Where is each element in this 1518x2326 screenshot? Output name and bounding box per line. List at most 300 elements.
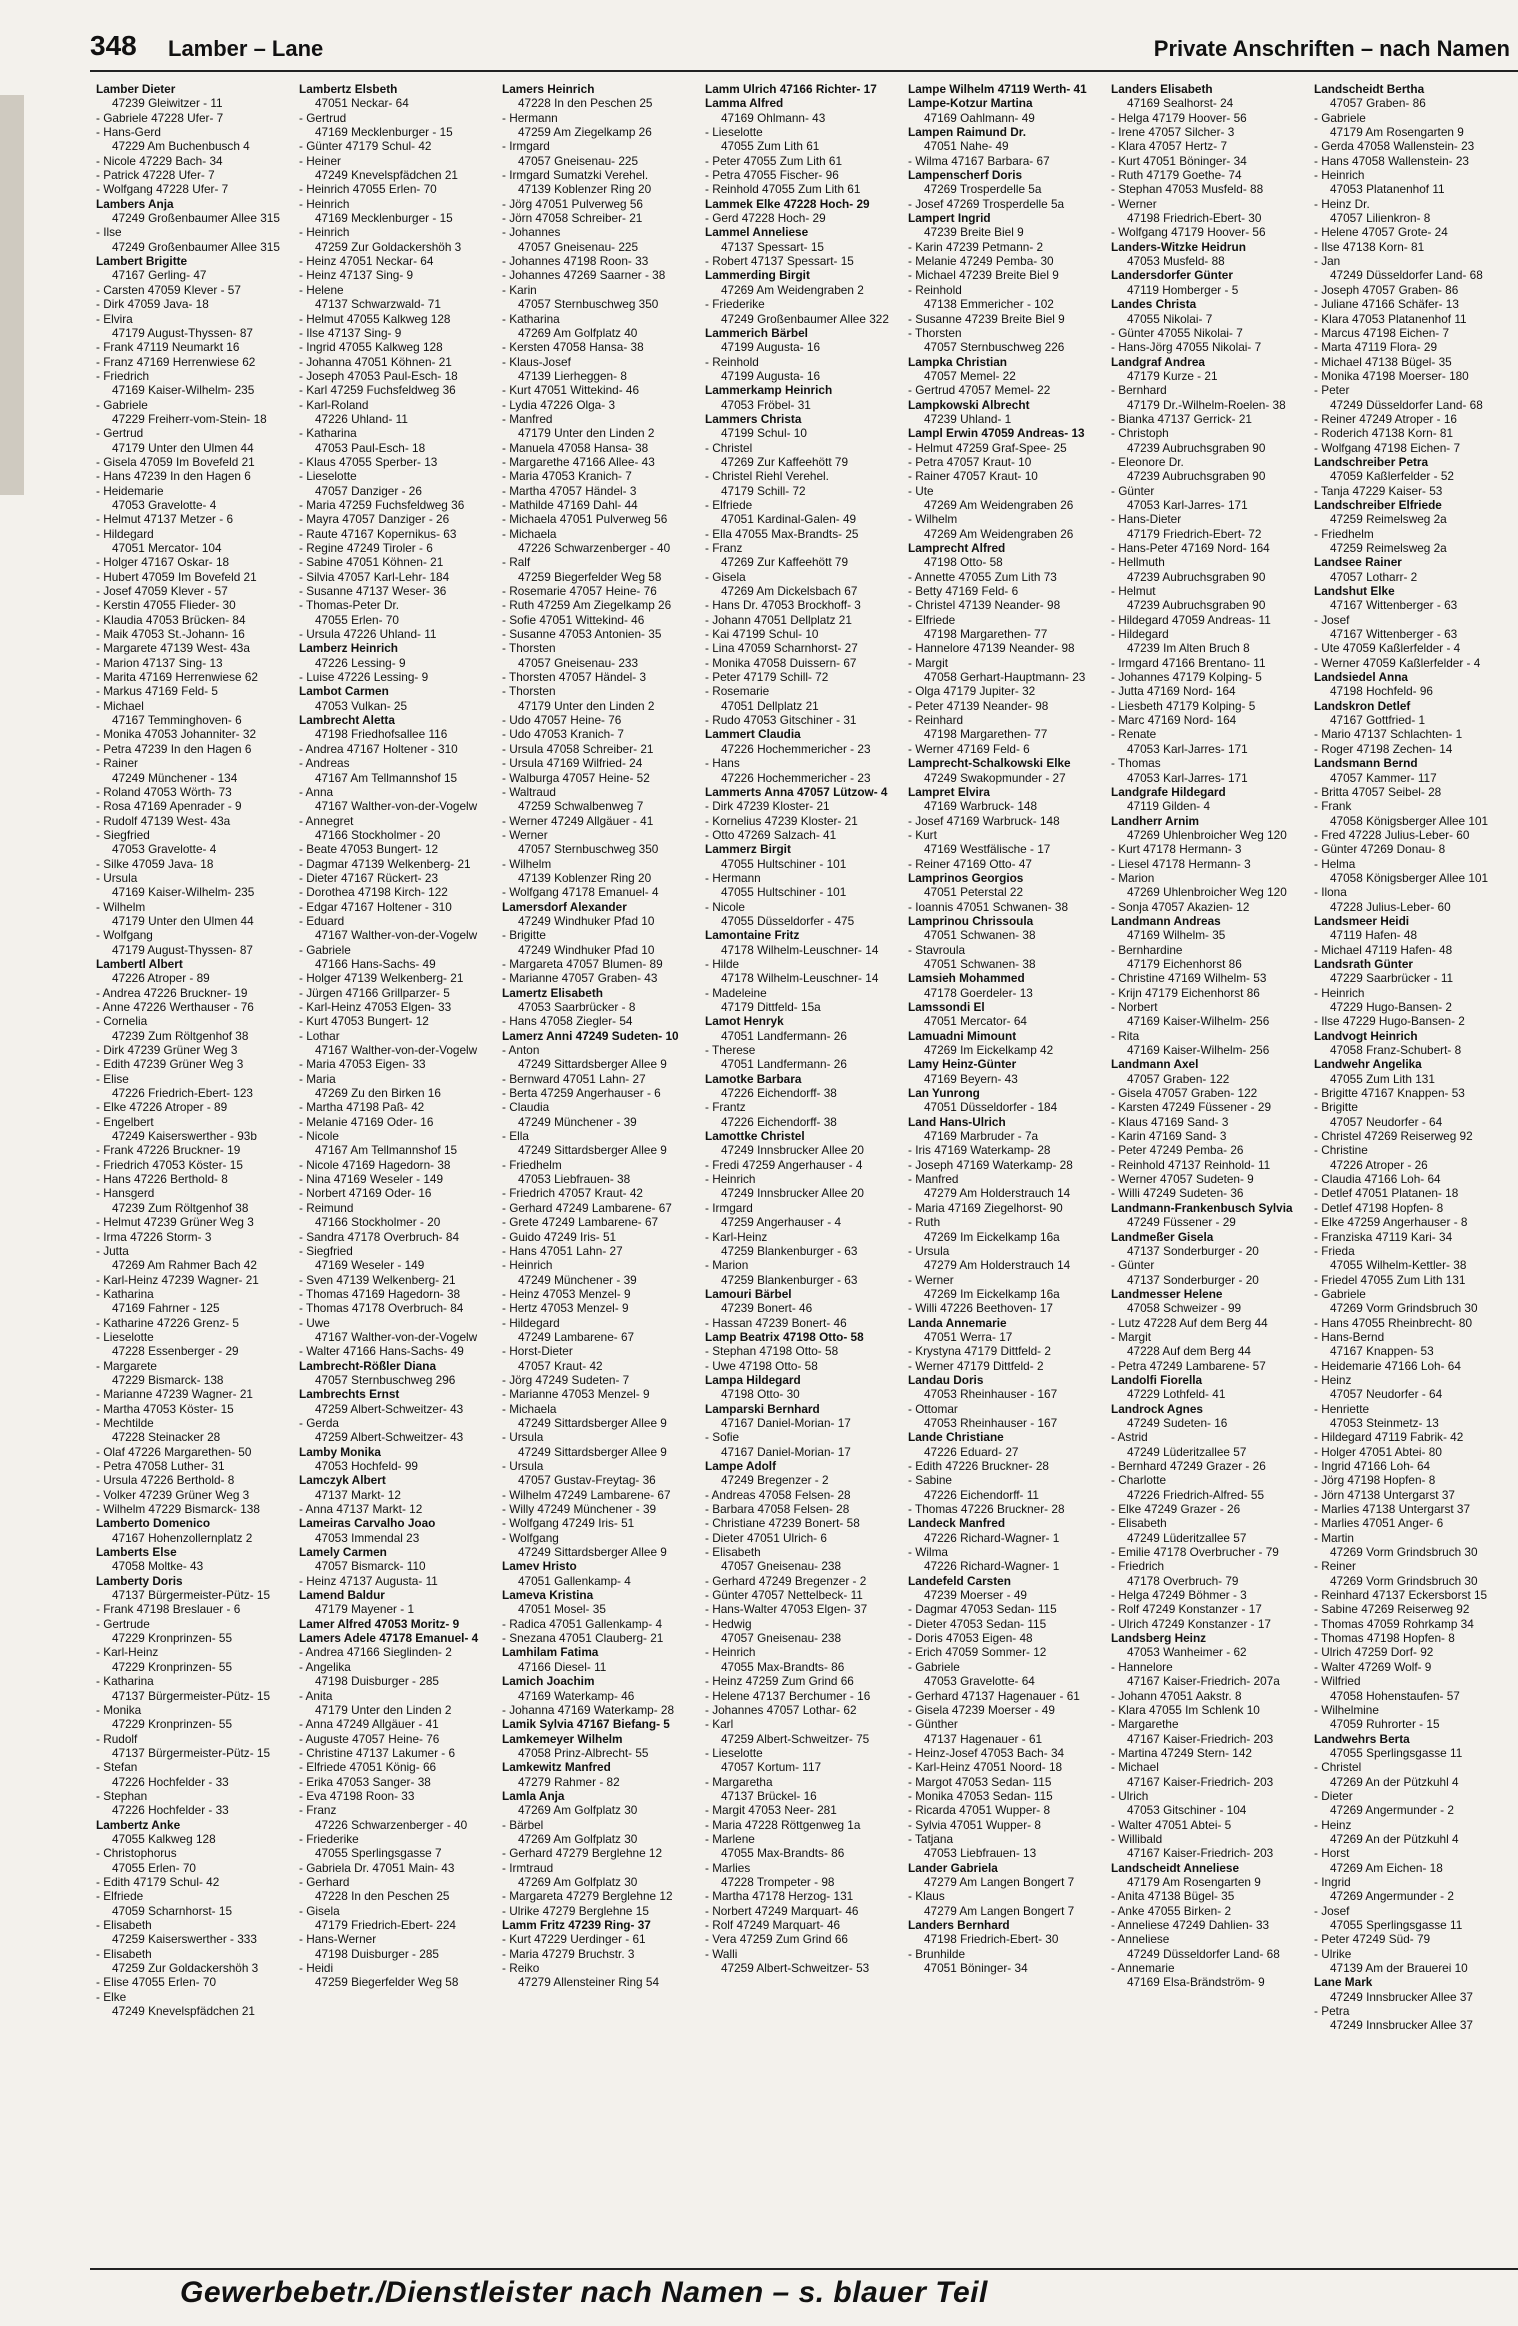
listing-member-entry: - Jörg 47249 Sudeten- 7 [502,1372,630,1387]
listing-member-entry: - Gerhard 47249 Bregenzer - 2 [705,1573,867,1588]
listing-member-entry: - Edith 47239 Grüner Weg 3 [96,1057,244,1072]
listing-member-entry: - Hildegard [96,526,154,541]
listing-surname-entry: Lammerkamp Heinrich [705,383,833,398]
listing-address-line: 47269 Am Rahmer Bach 42 [112,1258,257,1273]
listing-member-entry: - Iris 47169 Waterkamp- 28 [908,1143,1051,1158]
listing-surname-entry: Lamottke Christel [705,1129,805,1144]
listing-member-entry: - Henriette [1314,1401,1370,1416]
listing-address-line: 47055 Sperlingsgasse 11 [1330,1745,1463,1760]
listing-surname-entry: Landolfi Fiorella [1111,1372,1203,1387]
listing-address-line: 47249 Münchener - 39 [518,1272,637,1287]
listing-address-line: 47249 Innsbrucker Allee 20 [721,1186,864,1201]
listing-member-entry: - Maria 47053 Eigen- 33 [299,1057,426,1072]
listing-member-entry: - Michaela 47051 Pulverweg 56 [502,512,668,527]
listing-address-line: 47055 Erlen- 70 [112,1860,196,1875]
listing-address-line: 47139 Am der Brauerei 10 [1330,1961,1468,1976]
listing-address-line: 47178 Goerdeler- 13 [924,985,1033,1000]
listing-surname-entry: Landersdorfer Günter [1111,268,1233,283]
listing-member-entry: - Helga 47179 Hoover- 56 [1111,110,1247,125]
listing-surname-entry: Lamers Heinrich [502,82,595,96]
listing-address-line: 47249 Düsseldorfer Land- 68 [1127,1946,1280,1961]
listing-member-entry: - Eleonore Dr. [1111,454,1184,469]
listing-member-entry: - Horst [1314,1846,1350,1861]
listing-surname-entry: Lamerz Anni 47249 Sudeten- 10 [502,1028,679,1043]
listing-member-entry: - Stephan [96,1788,148,1803]
listing-member-entry: - Anna 47249 Allgäuer - 41 [299,1717,439,1732]
footer-rule [90,2268,1518,2270]
listing-surname-entry: Landefeld Carsten [908,1573,1011,1588]
listing-member-entry: - Hans Dr. 47053 Brockhoff- 3 [705,598,861,613]
listing-member-entry: - Mechtilde [96,1415,154,1430]
listing-member-entry: - Uwe 47198 Otto- 58 [705,1358,818,1373]
listing-surname-entry: Landeck Manfred [908,1516,1006,1531]
listing-address-line: 47055 Sperlingsgasse 7 [315,1846,442,1861]
listing-member-entry: - Ruth 47259 Am Ziegelkamp 26 [502,598,672,613]
listing-member-entry: - Peter 47179 Schill- 72 [705,670,829,685]
listing-address-line: 47249 Münchener - 39 [518,1114,637,1129]
listing-member-entry: - Marta 47119 Flora- 29 [1314,340,1438,355]
listing-member-entry: - Waltraud [502,784,556,799]
listing-address-line: 47179 Friedrich-Ebert- 224 [315,1918,456,1932]
listing-surname-entry: Landa Annemarie [908,1315,1007,1330]
listing-member-entry: - Hannelore [1111,1659,1173,1674]
listing-address-line: 47199 Schul- 10 [721,426,807,441]
listing-member-entry: - Monika 47198 Moerser- 180 [1314,368,1469,383]
listing-member-entry: - Christiane 47239 Bonert- 58 [705,1516,860,1531]
listing-member-entry: - Marianne 47053 Menzel- 9 [502,1387,650,1402]
listing-member-entry: - Norbert 47169 Oder- 16 [299,1186,432,1201]
listing-surname-entry: Landgrafe Hildegard [1111,784,1226,799]
listing-member-entry: - Marion 47137 Sing- 13 [96,655,223,670]
listing-member-entry: - Hans 47055 Rheinbrecht- 80 [1314,1315,1473,1330]
page-header [90,30,1518,70]
listing-address-line: 47226 Schwarzenberger - 40 [518,541,671,555]
listing-member-entry: - Friedel 47055 Zum Lith 131 [1314,1272,1466,1287]
listing-address-line: 47269 Angermunder - 2 [1330,1803,1454,1818]
listing-member-entry: - Heinz 47259 Zum Grind 66 [705,1674,854,1689]
listing-address-line: 47226 Hochfelder - 33 [112,1774,229,1789]
listing-address-line: 47228 Essenberger - 29 [112,1344,239,1359]
listing-address-line: 47179 Dittfeld- 15a [721,1000,821,1014]
listing-address-line: 47053 Rheinhauser - 167 [924,1387,1058,1402]
listing-member-entry: - Otto 47269 Salzach- 41 [705,827,837,842]
listing-member-entry: - Reiner 47249 Atroper - 16 [1314,411,1457,426]
directory-column [908,82,1111,2262]
listing-address-line: 47051 Gallenkamp- 4 [518,1573,631,1588]
listing-member-entry: - Hans 47226 Berthold- 8 [96,1172,228,1187]
listing-surname-entry: Lampen Raimund Dr. [908,125,1026,140]
listing-member-entry: - Irmtraud [502,1860,554,1875]
listing-address-line: 47055 Wilhelm-Kettler- 38 [1330,1258,1467,1273]
listing-member-entry: - Hildegard [1111,627,1169,642]
listing-member-entry: - Annemarie [1111,1961,1175,1976]
listing-surname-entry: Lammel Anneliese [705,225,809,240]
listing-member-entry: - Marc 47169 Nord- 164 [1111,713,1237,728]
listing-member-entry: - Gerda 47058 Wallenstein- 23 [1314,139,1475,154]
listing-address-line: 47057 Sternbuschweg 350 [518,297,659,312]
listing-address-line: 47137 Bürgermeister-Pütz- 15 [112,1688,271,1703]
listing-surname-entry: Lammerich Bärbel [705,325,808,340]
listing-member-entry: - Martha 47198 Paß- 42 [299,1100,425,1115]
listing-address-line: 47239 Zum Röltgenhof 38 [112,1200,249,1215]
listing-member-entry: - Friederike [299,1831,359,1846]
listing-address-line: 47228 Julius-Leber- 60 [1330,899,1451,914]
listing-surname-entry: Lampkowski Albrecht [908,397,1030,412]
listing-address-line: 47226 Hochfelder - 33 [112,1803,229,1818]
listing-member-entry: - Wilhelmine [1314,1702,1379,1717]
listing-address-line: 47053 Rheinhauser - 167 [924,1415,1058,1430]
listing-member-entry: - Ursula [908,1243,950,1258]
listing-surname-entry: Lammerding Birgit [705,268,810,283]
listing-address-line: 47053 Gitschiner - 104 [1127,1803,1247,1818]
listing-member-entry: - Petra [1314,2004,1350,2019]
listing-address-line: 47249 Windhuker Pfad 10 [518,913,655,928]
listing-member-entry: - Anke 47055 Birken- 2 [1111,1903,1232,1918]
listing-member-entry: - Irma 47226 Storm- 3 [96,1229,212,1244]
listing-member-entry: - Karl 47259 Fuchsfeldweg 36 [299,383,456,398]
listing-member-entry: - Erika 47053 Sanger- 38 [299,1774,431,1789]
listing-address-line: 47169 Elsa-Brändström- 9 [1127,1975,1265,1990]
listing-member-entry: - Thomas-Peter Dr. [299,598,400,613]
listing-address-line: 47226 Eduard- 27 [924,1444,1019,1459]
listing-address-line: 47169 Waterkamp- 46 [518,1688,635,1703]
listing-member-entry: - Luise 47226 Lessing- 9 [299,670,429,685]
listing-address-line: 47167 Walther-von-der-Vogelw [315,1329,478,1344]
listing-member-entry: - Gertrude [96,1616,150,1631]
listing-member-entry: - Kurt 47178 Hermann- 3 [1111,842,1242,857]
listing-member-entry: - Gabriele [1314,1286,1366,1301]
listing-member-entry: - Edith 47179 Schul- 42 [96,1874,220,1889]
listing-member-entry: - Ursula 47169 Wilfried- 24 [502,756,643,771]
listing-member-entry: - Marianne 47239 Wagner- 21 [96,1387,253,1402]
listing-member-entry: - Wilhelm 47249 Lambarene- 67 [502,1487,671,1502]
listing-member-entry: - Nicole 47229 Bach- 34 [96,153,223,168]
listing-member-entry: - Katharina [96,1286,154,1301]
listing-member-entry: - Werner [908,1272,954,1287]
listing-member-entry: - Jörg 47198 Hopfen- 8 [1314,1473,1436,1488]
listing-address-line: 47229 Am Buchenbusch 4 [112,139,250,154]
listing-address-line: 47269 An der Pützkuhl 4 [1330,1831,1459,1846]
listing-address-line: 47051 Dellplatz 21 [721,698,819,713]
listing-member-entry: - Silke 47059 Java- 18 [96,856,214,871]
listing-member-entry: - Thomas 47178 Overbruch- 84 [299,1301,464,1316]
listing-member-entry: - Hans-Werner [299,1932,377,1947]
listing-surname-entry: Lampe-Kotzur Martina [908,96,1033,111]
listing-member-entry: - Bianka 47137 Gerrick- 21 [1111,411,1252,426]
listing-member-entry: - Monika [96,1702,142,1717]
listing-member-entry: - Maria 47279 Bruchstr. 3 [502,1946,635,1961]
listing-member-entry: - Peter 47249 Pemba- 26 [1111,1143,1244,1158]
listing-member-entry: - Dorothea 47198 Kirch- 122 [299,885,448,900]
listing-member-entry: - Ulrike [1314,1946,1352,1961]
listing-member-entry: - Volker 47239 Grüner Weg 3 [96,1487,250,1502]
listing-member-entry: - Johann 47051 Aakstr. 8 [1111,1688,1242,1703]
listing-member-entry: - Doris 47053 Eigen- 48 [908,1631,1033,1646]
listing-member-entry: - Elfriede [705,497,753,512]
listing-address-line: 47169 Mecklenburger - 15 [315,125,453,140]
listing-surname-entry: Lampa Hildegard [705,1372,801,1387]
listing-address-line: 47051 Werra- 17 [924,1329,1013,1344]
listing-member-entry: - Beate 47053 Bungert- 12 [299,842,439,857]
listing-member-entry: - Ursula [502,1430,544,1445]
listing-address-line: 47178 Wilhelm-Leuschner- 14 [721,971,879,986]
listing-member-entry: - Marlies 47051 Anger- 6 [1314,1516,1444,1531]
listing-surname-entry: Landvogt Heinrich [1314,1028,1418,1043]
listing-address-line: 47058 Franz-Schubert- 8 [1330,1043,1462,1058]
listing-surname-entry: Lammek Elke 47228 Hoch- 29 [705,196,870,211]
listing-address-line: 47269 Am Dickelsbach 67 [721,584,858,599]
listing-address-line: 47249 Bregenzer - 2 [721,1473,829,1488]
listing-address-line: 47057 Kraut- 42 [518,1358,603,1373]
listing-address-line: 47259 Biegerfelder Weg 58 [315,1975,459,1990]
listing-address-line: 47229 Kronprinzen- 55 [112,1631,233,1646]
listing-member-entry: - Jörg 47051 Pulverweg 56 [502,196,643,211]
listing-member-entry: - Thomas 47226 Bruckner- 28 [908,1502,1065,1517]
listing-address-line: 47051 Mercator- 104 [112,541,222,555]
listing-member-entry: - Wolfgang 47228 Ufer- 7 [96,182,229,197]
listing-address-line: 47249 Großenbaumer Allee 322 [721,311,889,326]
listing-surname-entry: Lampret Elvira [908,784,990,799]
listing-address-line: 47269 Zur Kaffeehött 79 [721,555,849,570]
listing-member-entry: - Josef 47059 Klever - 57 [96,584,228,599]
listing-member-entry: - Karin [502,282,537,297]
listing-member-entry: - Sonja 47057 Akazien- 12 [1111,899,1250,914]
listing-member-entry: - Peter 47249 Süd- 79 [1314,1932,1431,1947]
listing-surname-entry: Lamontaine Fritz [705,928,800,943]
listing-address-line: 47228 In den Peschen 25 [518,96,653,111]
listing-surname-entry: Lambers Anja [96,196,174,211]
listing-address-line: 47179 Schill- 72 [721,483,806,498]
listing-member-entry: - Heidemarie [96,483,164,498]
listing-member-entry: - Bernhard 47249 Grazer - 26 [1111,1459,1266,1473]
listing-member-entry: - Christel Riehl Verehel. [705,469,829,484]
listing-member-entry: - Christophorus [96,1846,177,1861]
listing-member-entry: - Willi 47249 Sudeten- 36 [1111,1186,1244,1201]
listing-member-entry: - Kurt 47053 Bungert- 12 [299,1014,429,1029]
listing-member-entry: - Rainer [96,756,138,771]
listing-member-entry: - Petra 47239 In den Hagen 6 [96,741,252,756]
listing-address-line: 47169 Sealhorst- 24 [1127,96,1234,111]
listing-surname-entry: Lamend Baldur [299,1588,385,1603]
listing-member-entry: - Anna 47137 Markt- 12 [299,1502,423,1517]
listing-address-line: 47051 Düsseldorfer - 184 [924,1100,1058,1115]
listing-address-line: 47167 Daniel-Morian- 17 [721,1444,851,1459]
listing-member-entry: - Wilhelm [502,856,552,871]
listing-surname-entry: Lampenscherf Doris [908,168,1023,183]
listing-member-entry: - Maria 47228 Röttgenweg 1a [705,1817,861,1832]
listing-member-entry: - Rudolf 47139 West- 43a [96,813,231,828]
listing-address-line: 47167 Knappen- 53 [1330,1344,1434,1359]
listing-member-entry: - Johann 47051 Dellplatz 21 [705,612,852,627]
listing-surname-entry: Lamotke Barbara [705,1071,802,1086]
listing-address-line: 47051 Mercator- 64 [924,1014,1027,1029]
listing-member-entry: - Gisela [705,569,746,584]
listing-member-entry: - Krijn 47179 Eichenhorst 86 [1111,985,1260,1000]
listing-address-line: 47058 Königsberger Allee 101 [1330,870,1489,885]
listing-member-entry: - Rudo 47053 Gitschiner - 31 [705,713,857,728]
listing-member-entry: - Klaus [908,1889,945,1904]
listing-surname-entry: Landsee Rainer [1314,555,1402,570]
listing-address-line: 47249 Sudeten- 16 [1127,1415,1228,1430]
listing-member-entry: - Klaudia 47053 Brücken- 84 [96,612,246,627]
listing-member-entry: - Erich 47059 Sommer- 12 [908,1645,1047,1660]
listing-member-entry: - Walter 47269 Wolf- 9 [1314,1659,1432,1674]
listing-member-entry: - Gabriele [908,1659,960,1674]
listing-member-entry: - Hellmuth [1111,555,1165,570]
listing-member-entry: - Joseph 47169 Waterkamp- 28 [908,1157,1073,1172]
listing-address-line: 47058 Schweizer - 99 [1127,1301,1242,1316]
listing-member-entry: - Holger 47167 Oskar- 18 [96,555,230,570]
listing-member-entry: - Anne 47226 Werthauser - 76 [96,1000,254,1014]
listing-member-entry: - Ulrich [1111,1788,1149,1803]
listing-member-entry: - Jürgen 47166 Grillparzer- 5 [299,985,450,1000]
listing-address-line: 47259 Zur Goldackershöh 3 [315,239,462,254]
listing-member-entry: - Karl-Heinz 47239 Wagner- 21 [96,1272,259,1287]
listing-surname-entry: Lamma Alfred [705,96,784,111]
listing-address-line: 47259 Albert-Schweitzer- 43 [315,1430,464,1445]
listing-member-entry: - Hildegard [502,1315,560,1330]
listing-member-entry: - Manfred [908,1172,959,1187]
listing-member-entry: - Gisela [299,1903,340,1918]
listing-member-entry: - Heinz [1314,1372,1352,1387]
listing-member-entry: - Kornelius 47239 Kloster- 21 [705,813,858,828]
listing-member-entry: - Susanne 47053 Antonien- 35 [502,627,662,642]
listing-surname-entry: Lamczyk Albert [299,1473,386,1488]
listing-member-entry: - Klara 47055 Im Schlenk 10 [1111,1702,1260,1717]
listing-address-line: 47053 Immendal 23 [315,1530,420,1545]
listing-member-entry: - Sofie 47051 Wittekind- 46 [502,612,645,627]
listing-member-entry: - Markus 47169 Feld- 5 [96,684,218,699]
listing-member-entry: - Walter 47166 Hans-Sachs- 49 [299,1344,464,1359]
listing-member-entry: - Gisela 47239 Moerser - 49 [908,1702,1055,1717]
listing-surname-entry: Lamely Carmen [299,1545,387,1560]
listing-member-entry: - Thorsten 47057 Händel- 3 [502,670,647,685]
listing-address-line: 47269 Am Weidengraben 26 [924,526,1074,541]
listing-member-entry: - Gabriele [299,942,351,957]
listing-surname-entry: Lammert Claudia [705,727,801,742]
listing-address-line: 47053 Wanheimer - 62 [1127,1645,1247,1660]
listing-surname-entry: Lambertz Elsbeth [299,82,398,96]
listing-surname-entry: Lamik Sylvia 47167 Biefang- 5 [502,1717,670,1732]
listing-member-entry: - Ingrid 47055 Kalkweg 128 [299,340,443,355]
listing-member-entry: - Thomas [1111,756,1161,771]
listing-member-entry: - Wilhelm [96,899,146,914]
listing-member-entry: - Hassan 47239 Bonert- 46 [705,1315,847,1330]
listing-member-entry: - Werner 47179 Dittfeld- 2 [908,1358,1044,1373]
listing-member-entry: - Hildegard 47119 Fabrik- 42 [1314,1430,1464,1445]
listing-address-line: 47249 Sittardsberger Allee 9 [518,1057,667,1072]
listing-member-entry: - Maria 47169 Ziegelhorst- 90 [908,1200,1063,1215]
listing-address-line: 47057 Lilienkron- 8 [1330,211,1431,226]
listing-member-entry: - Ursula 47226 Berthold- 8 [96,1473,235,1488]
listing-member-entry: - Stavroula [908,942,966,957]
listing-member-entry: - Christine 47137 Lakumer - 6 [299,1745,456,1760]
listing-address-line: 47226 Richard-Wagner- 1 [924,1559,1060,1574]
listing-address-line: 47259 Reimelsweg 2a [1330,512,1447,527]
listing-member-entry: - Ilona [1314,885,1347,900]
listing-address-line: 47179 Dr.-Wilhelm-Roelen- 38 [1127,397,1286,412]
listing-address-line: 47226 Friedrich-Alfred- 55 [1127,1487,1265,1502]
listing-member-entry: - Günter 47269 Donau- 8 [1314,842,1446,857]
listing-member-entry: - Günter [1111,1258,1155,1273]
listing-member-entry: - Heinrich 47055 Erlen- 70 [299,182,437,197]
listing-member-entry: - Mathilde 47169 Dahl- 44 [502,497,638,512]
listing-address-line: 47269 An der Pützkuhl 4 [1330,1774,1459,1789]
listing-member-entry: - Lutz 47228 Auf dem Berg 44 [1111,1315,1268,1330]
listing-member-entry: - Andrea 47166 Sieglinden- 2 [299,1645,452,1660]
listing-member-entry: - Gerhard 47137 Hagenauer - 61 [908,1688,1080,1703]
listing-member-entry: - Frieda [1314,1243,1355,1258]
listing-member-entry: - Monika 47053 Sedan- 115 [908,1788,1053,1803]
listing-member-entry: - Ruth [908,1215,941,1230]
listing-surname-entry: Landwehr Angelika [1314,1057,1422,1072]
listing-surname-entry: Lamp Beatrix 47198 Otto- 58 [705,1329,864,1344]
listing-address-line: 47057 Gneisenau- 225 [518,239,639,254]
listing-address-line: 47279 Allensteiner Ring 54 [518,1975,660,1990]
listing-member-entry: - Lieselotte [96,1329,154,1344]
listing-member-entry: - Ursula 47058 Schreiber- 21 [502,741,654,756]
listing-member-entry: - Christel [705,440,753,455]
listing-member-entry: - Helmut 47137 Metzer - 6 [96,512,234,527]
listing-member-entry: - Bärbel [502,1817,544,1832]
listing-member-entry: - Johanna 47051 Köhnen- 21 [299,354,452,369]
listing-address-line: 47057 Bismarck- 110 [315,1559,426,1574]
listing-address-line: 47179 Friedrich-Ebert- 72 [1127,526,1262,541]
listing-address-line: 47179 August-Thyssen- 87 [112,942,253,957]
listing-member-entry: - Rolf 47249 Konstanzer - 17 [1111,1602,1262,1617]
listing-surname-entry: Lamouri Bärbel [705,1286,792,1301]
listing-member-entry: - Friedrich [1111,1559,1165,1574]
listing-member-entry: - Andrea 47226 Bruckner- 19 [96,985,248,1000]
listing-surname-entry: Lamprinos Georgios [908,870,1024,885]
listing-address-line: 47228 Auf dem Berg 44 [1127,1344,1251,1359]
listing-address-line: 47226 Uhland- 11 [315,411,408,426]
listing-member-entry: - Hans 47058 Wallenstein- 23 [1314,153,1469,168]
listing-address-line: 47249 Sittardsberger Allee 9 [518,1415,667,1430]
listing-member-entry: - Manfred [502,411,553,426]
listing-address-line: 47137 Schwarzwald- 71 [315,297,441,312]
listing-member-entry: - Wolfgang 47179 Hoover- 56 [1111,225,1266,240]
listing-address-line: 47169 Kaiser-Wilhelm- 235 [112,383,255,398]
listing-address-line: 47167 Temminghoven- 6 [112,713,242,728]
listing-member-entry: - Christine 47169 Wilhelm- 53 [1111,971,1267,986]
listing-member-entry: - Tanja 47229 Kaiser- 53 [1314,483,1443,498]
listing-address-line: 47053 Gravelotte- 4 [112,497,217,512]
listing-member-entry: - Peter 47055 Zum Lith 61 [705,153,843,168]
listing-member-entry: - Frank [1314,799,1352,814]
listing-surname-entry: Lander Gabriela [908,1860,998,1875]
listing-member-entry: - Walter 47051 Abtei- 5 [1111,1817,1232,1832]
listing-member-entry: - Marcus 47198 Eichen- 7 [1314,325,1450,340]
listing-member-entry: - Thorsten [908,325,962,340]
listing-member-entry: - Rita [1111,1028,1140,1043]
listing-address-line: 47226 Hochemmericher - 23 [721,770,871,785]
listing-address-line: 47228 Steinacker 28 [112,1430,221,1445]
listing-member-entry: - Sabine 47051 Köhnen- 21 [299,555,444,570]
listing-address-line: 47269 Im Eickelkamp 16a [924,1286,1060,1301]
listing-member-entry: - Kerstin 47055 Flieder- 30 [96,598,236,613]
listing-member-entry: - Rainer 47057 Kraut- 10 [908,469,1038,484]
listing-address-line: 47259 Am Ziegelkamp 26 [518,125,652,140]
listing-member-entry: - Gisela 47057 Graben- 122 [1111,1086,1258,1101]
listing-member-entry: - Silvia 47057 Karl-Lehr- 184 [299,569,450,584]
listing-address-line: 47167 Wittenberger - 63 [1330,598,1458,613]
listing-member-entry: - Radica 47051 Gallenkamp- 4 [502,1616,663,1631]
listing-member-entry: - Friedrich 47057 Kraut- 42 [502,1186,643,1201]
listing-member-entry: - Gertrud [299,110,347,125]
listing-address-line: 47053 Paul-Esch- 18 [315,440,426,455]
listing-member-entry: - Wilhelm [908,512,958,527]
